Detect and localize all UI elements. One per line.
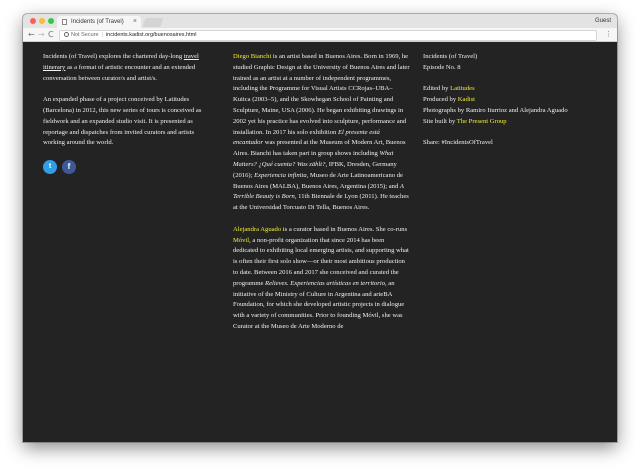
travel-itinerary-link[interactable]: travel itinerary — [43, 53, 199, 71]
episode-number: Episode No. 8 — [423, 63, 461, 71]
page-icon — [62, 19, 67, 25]
artist-name-link[interactable]: Diego Bianchi — [233, 53, 272, 60]
tab-close-icon[interactable]: × — [132, 18, 137, 25]
bio-text: is a curator based in Buenos Aires. She co-runs — [281, 225, 408, 233]
site-built-label: Site built by — [423, 117, 457, 125]
url-text: incidents.kadist.org/buenosaires.html — [105, 32, 197, 38]
present-group-link[interactable]: The Present Group — [456, 117, 507, 125]
title-bar — [23, 14, 617, 28]
security-label: Not Secure — [71, 32, 99, 38]
close-window-button[interactable] — [30, 18, 36, 24]
bio-diego-bianchi — [233, 52, 410, 214]
social-links — [43, 160, 213, 174]
facebook-icon[interactable]: f — [62, 160, 76, 174]
exhibition-title: El presente está encantador — [233, 128, 380, 147]
site-built-line — [423, 117, 603, 128]
bio-text: is an artist based in Buenos Aires. Born in 1969, he studied Graphic Design at the University of Buenos Aires and later trained as an artist at a number of independent programmes, including the Programme for Visual Artists CCRojas–UBA–Kuitca (2003–5), and the Skowhegan School of Painting and Sculpture, Maine, USA (2006). He began exhibiting drawings in 2002 yet his practice has evolved into sculpture, performance and installation. In 2017 his solo exhibition — [233, 53, 410, 136]
programme-title: Relieves. Experiencias artísticas en territorio — [265, 279, 385, 287]
exhibition-title: What Matters? ¿Qué cuenta? Was zählt? — [233, 150, 394, 168]
edited-by-label: Edited by — [423, 85, 451, 93]
address-toolbar — [23, 28, 617, 42]
project-paragraph: An expanded phase of a project conceived by Latitudes (Barcelona) in 2012, this new series of tours is conceived as fieldwork and an expanded studio visit. It is presented as reportage and dispatches from invited curators and artists working around the world. — [43, 96, 202, 147]
browser-tab[interactable] — [57, 16, 141, 28]
back-arrow-icon[interactable]: ← — [28, 30, 35, 39]
profile-label[interactable]: Guest — [594, 18, 611, 24]
share-hashtag[interactable]: Share: #IncidentsOfTravel — [423, 139, 493, 147]
page-content — [23, 42, 617, 442]
produced-by-line — [423, 95, 603, 106]
movil-link[interactable]: Móvil — [233, 236, 250, 244]
menu-icon[interactable]: ⋮ — [605, 30, 612, 38]
bio-text: , 11th Biennale de Lyon (2011). He teaches at the Universidad Torcuato Di Tella, Buenos Aires. — [233, 193, 409, 212]
bio-alejandra-aguado — [233, 225, 410, 333]
url-bar[interactable] — [59, 30, 597, 41]
bio-text: was presented at the Museum of Modern Art, Buenos Aires. Bianchi has taken part in group shows including — [233, 139, 406, 158]
exhibition-title: Experiencia infinita — [254, 171, 307, 179]
intro-text: Incidents (of Travel) explores the chartered day-long — [43, 53, 184, 60]
bio-text: , IFBK, Dresden, Germany (2016); — [233, 160, 397, 179]
photo-credits: Photographs by Ramiro Iturrioz and Alejandra Aguado — [423, 106, 568, 114]
tab-title: Incidents (of Travel) — [71, 19, 124, 25]
intro-column — [43, 52, 213, 174]
curator-name-link[interactable]: Alejandra Aguado — [233, 225, 282, 233]
intro-paragraph — [43, 52, 213, 84]
maximize-window-button[interactable] — [48, 18, 54, 24]
produced-by-label: Produced by — [423, 96, 458, 104]
kadist-link[interactable]: Kadist — [457, 96, 476, 104]
bio-text: , Museo de Arte Latinoamericano de Buenos Aires (MALBA), Buenos Aires, Argentina (2015); and — [233, 171, 403, 190]
bio-text: , a non-profit organization that since 2014 has been dedicated to exhibiting local emerging artists, and supporting what is often their first solo show—or their most ambitious production to date. Between 2016 and 2017 she conceived and curated the programme — [233, 236, 409, 287]
twitter-icon[interactable]: t — [43, 160, 57, 174]
bio-text: , an initiative of the Ministry of Culture in Argentina and arteBA Foundation, for which she developed artistic projects in dialogue with a variety of communities. Prior to founding Móvil, she was Curator at the Museo de Arte Moderno de — [233, 279, 405, 330]
credits — [423, 52, 603, 149]
exhibition-title: A Terrible Beauty is Born — [233, 182, 404, 201]
credits-column — [423, 52, 603, 149]
edited-by-line — [423, 84, 603, 95]
forward-arrow-icon[interactable]: → — [38, 30, 45, 39]
latitudes-link[interactable]: Latitudes — [450, 85, 475, 93]
bios-column — [233, 52, 410, 344]
browser-window — [23, 14, 617, 442]
info-icon[interactable] — [64, 32, 69, 37]
series-title: Incidents (of Travel) — [423, 53, 478, 60]
reload-icon[interactable]: C — [48, 30, 54, 39]
minimize-window-button[interactable] — [39, 18, 45, 24]
new-tab-button[interactable] — [142, 18, 163, 27]
intro-text-end: as a format of artistic encounter and an extended conversation between curator/s and artist/s. — [43, 63, 196, 82]
url-separator: | — [101, 32, 103, 38]
